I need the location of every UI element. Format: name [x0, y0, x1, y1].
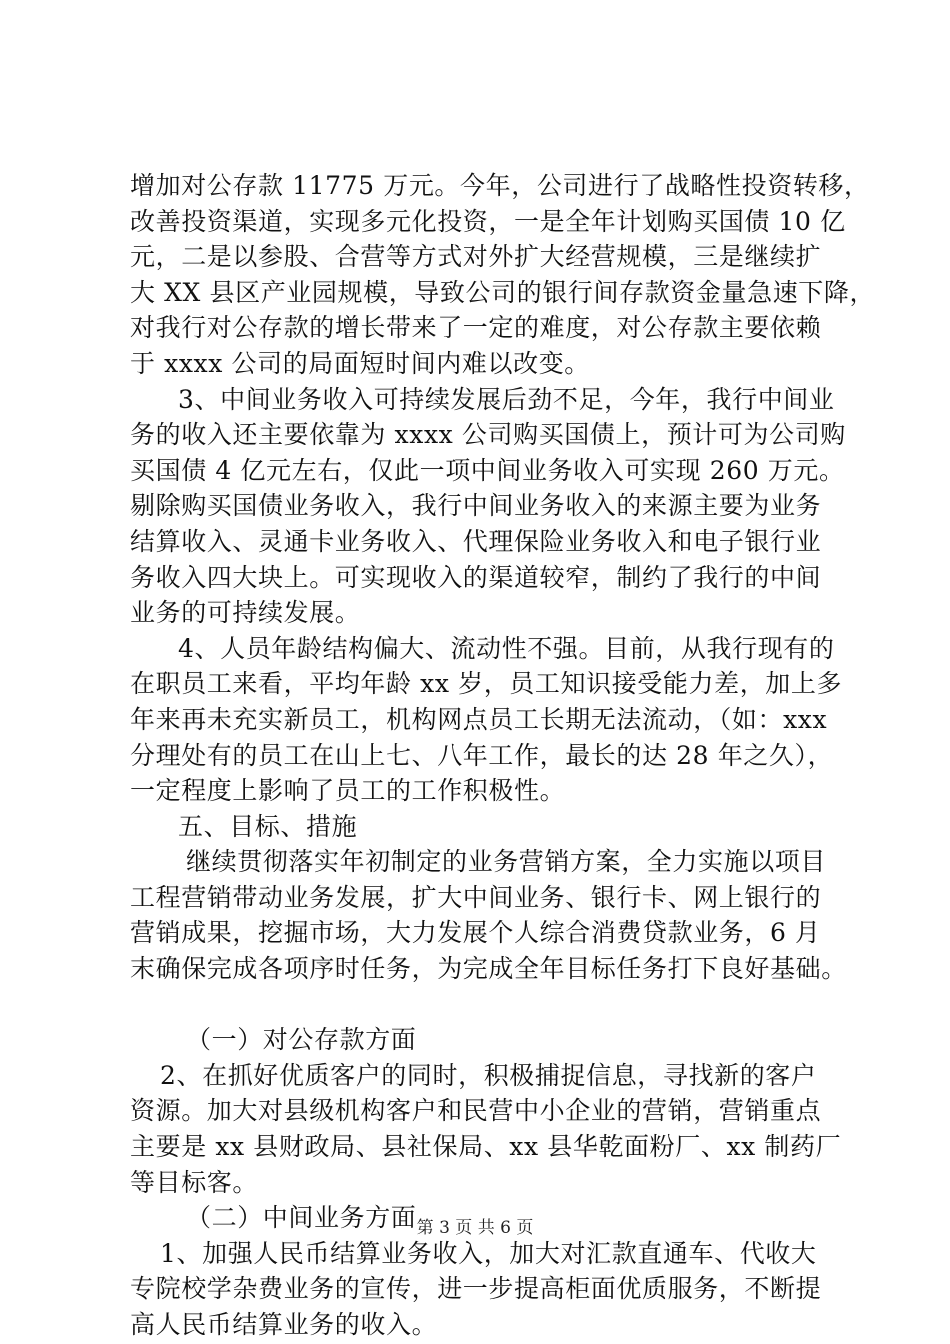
text-line: 改善投资渠道，实现多元化投资，一是全年计划购买国债 10 亿	[130, 206, 846, 236]
document-body	[130, 168, 876, 1343]
text-line: 资源。加大对县级机构客户和民营中小企业的营销，营销重点	[130, 1096, 822, 1126]
text-line: 对我行对公存款的增长带来了一定的难度，对公存款主要依赖	[130, 313, 822, 343]
text-line: 在职员工来看，平均年龄 xx 岁，员工知识接受能力差，加上多	[130, 669, 843, 699]
paragraph-goals-start: 继续贯彻落实年初制定的业务营销方案，全力实施以项目	[186, 847, 827, 877]
paragraph-1-start: 1、加强人民币结算业务收入，加大对汇款直通车、代收大	[160, 1238, 817, 1268]
text-line: 业务的可持续发展。	[130, 598, 361, 628]
text-line: 专院校学杂费业务的宣传，进一步提高柜面优质服务，不断提	[130, 1274, 822, 1304]
text-line: 等目标客。	[130, 1167, 259, 1197]
text-line: 务的收入还主要依靠为 xxxx 公司购买国债上，预计可为公司购	[130, 420, 846, 450]
text-line: 结算收入、灵通卡业务收入、代理保险业务收入和电子银行业	[130, 526, 822, 556]
text-line: 剔除购买国债业务收入，我行中间业务收入的来源主要为业务	[130, 491, 822, 521]
paragraph-4-start: 4、人员年龄结构偏大、流动性不强。目前，从我行现有的	[178, 633, 835, 663]
text-line: 营销成果，挖掘市场，大力发展个人综合消费贷款业务，6 月	[130, 918, 821, 948]
text-line: 分理处有的员工在山上七、八年工作，最长的达 28 年之久），	[130, 740, 834, 770]
paragraph-2-start: 2、在抓好优质客户的同时，积极捕捉信息，寻找新的客户	[160, 1060, 817, 1090]
text-line: 于 xxxx 公司的局面短时间内难以改变。	[130, 348, 590, 378]
paragraph-3-start: 3、中间业务收入可持续发展后劲不足，今年，我行中间业	[178, 384, 835, 414]
text-line: 增加对公存款 11775 万元。今年，公司进行了战略性投资转移，	[130, 171, 870, 200]
text-line: 元，二是以参股、合营等方式对外扩大经营规模，三是继续扩	[130, 242, 822, 272]
subheading-intermediary-business: （二）中间业务方面	[186, 1203, 417, 1233]
text-line: 主要是 xx 县财政局、县社保局、xx 县华乾面粉厂、xx 制药厂	[130, 1132, 842, 1162]
text-line: 末确保完成各项序时任务，为完成全年目标任务打下良好基础。	[130, 954, 847, 984]
text-line: 高人民币结算业务的收入。	[130, 1310, 438, 1339]
text-line: 大 XX 县区产业园规模，导致公司的银行间存款资金量急速下降，	[130, 277, 876, 307]
page-number-footer: 第 3 页 共 6 页	[416, 1218, 534, 1238]
text-line: 年来再未充实新员工，机构网点员工长期无法流动，（如：xxx	[130, 704, 828, 734]
text-line: 一定程度上影响了员工的工作积极性。	[130, 776, 566, 806]
subheading-corporate-deposits: （一）对公存款方面	[186, 1025, 417, 1055]
text-line: 工程营销带动业务发展，扩大中间业务、银行卡、网上银行的	[130, 882, 822, 912]
blank-line	[130, 987, 830, 1023]
text-line: 买国债 4 亿元左右，仅此一项中间业务收入可实现 260 万元。	[130, 455, 845, 485]
section-heading-goals: 五、目标、措施	[178, 811, 358, 841]
text-line: 务收入四大块上。可实现收入的渠道较窄，制约了我行的中间	[130, 562, 822, 592]
